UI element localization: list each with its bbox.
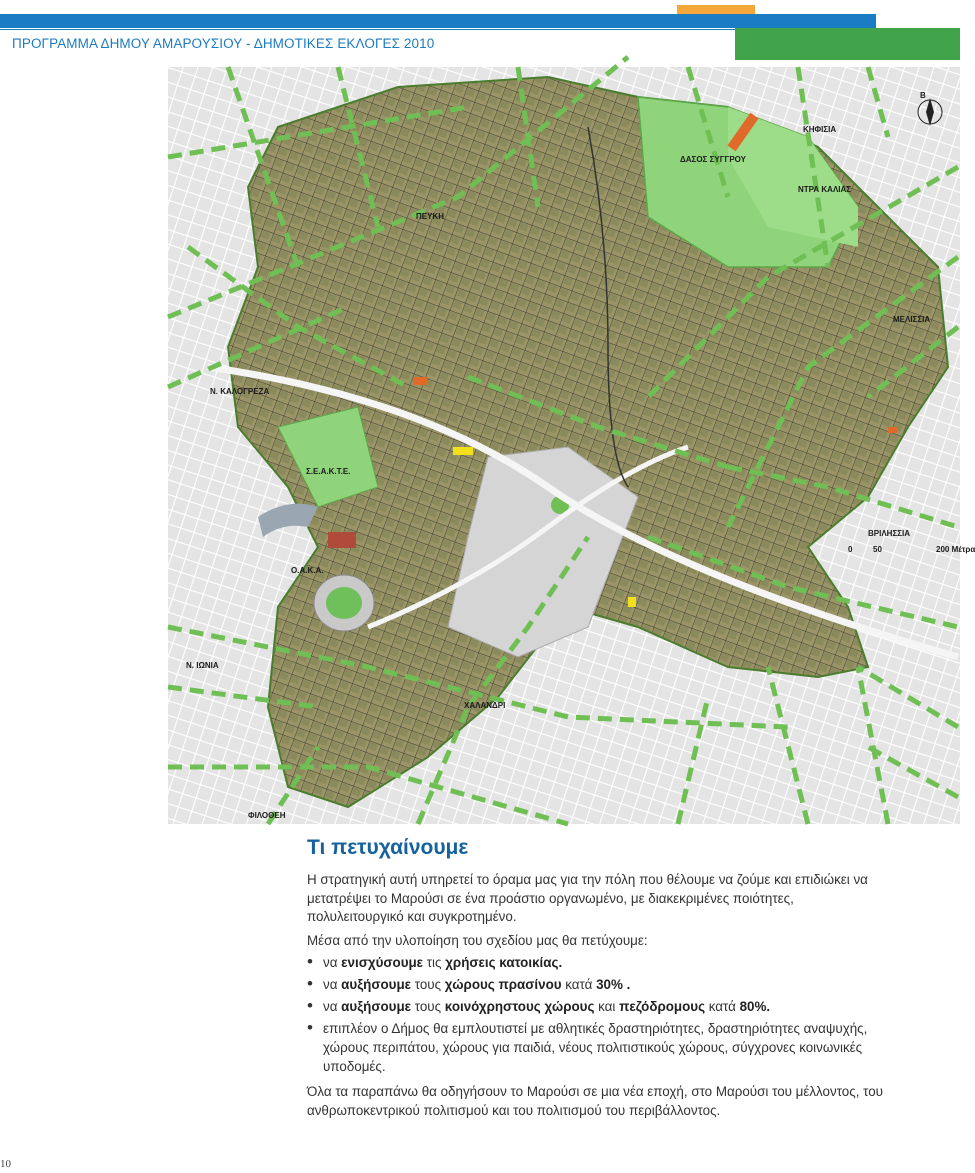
page-number: 10 <box>0 1158 11 1170</box>
map-label-chalandri: ΧΑΛΑΝΔΡΙ <box>464 701 506 710</box>
header-title: ΠΡΟΓΡΑΜΜΑ ΔΗΜΟΥ ΑΜΑΡΟΥΣΙΟΥ - ΔΗΜΟΤΙΚΕΣ ΕΚΛΟΓΕΣ 2010 <box>12 36 435 51</box>
map-scale-b: 50 <box>873 545 882 554</box>
header-accent-green <box>735 28 960 60</box>
map-label-kifisia: ΚΗΦΙΣΙΑ <box>803 125 837 134</box>
map-scale-c: 200 Μέτρα <box>936 545 975 554</box>
intro-paragraph: Η στρατηγική αυτή υπηρετεί το όραμα μας για την πόλη που θέλουμε να ζούμε και επιδιώκει να μετατρέψει το Μαρούσι σε ένα προάστιο οργανωμένο, με διακεκριμένες ποιότητες, πολυλειτουργικό και συγκροτημένο. <box>307 872 868 924</box>
map-label-center: Σ.Ε.Α.Κ.Τ.Ε. <box>306 467 351 476</box>
list-item: • να αυξήσουμε τους χώρους πρασίνου κατά 30% . <box>307 975 887 994</box>
map-label-oaka: Ο.Α.Κ.Α. <box>291 566 324 575</box>
yellow-marker <box>453 447 473 455</box>
achievements-list <box>307 953 887 1079</box>
map-label-pefki: ΠΕΥΚΗ <box>416 212 445 221</box>
header-accent-blue <box>0 14 876 28</box>
athletics-track <box>328 532 356 548</box>
urban-plan-map <box>168 67 975 824</box>
lead-paragraph: Μέσα από την υλοποίηση του σχεδίου μας θα πετύχουμε: <box>307 933 648 948</box>
map-label-kalogreza-north: ΝΤΡΑ ΚΑΛΙΑΣ <box>798 185 852 194</box>
map-label-forest: ΔΑΣΟΣ ΣΥΓΓΡΟΥ <box>680 155 746 164</box>
map-label-nionia: Ν. ΙΩΝΙΑ <box>186 661 219 670</box>
closing-paragraph: Όλα τα παραπάνω θα οδηγήσουν το Μαρούσι σε μια νέα εποχή, στο Μαρούσι του μέλλοντος, του ανθρωποκεντρικού πολιτισμού και του πολιτισμού του περιβάλλοντος. <box>307 1084 884 1118</box>
list-item: • να αυξήσουμε τους κοινόχρηστους χώρους και πεζόδρομους κατά 80%. <box>307 997 887 1016</box>
map-label-kalogreza: Ν. ΚΑΛΟΓΡΕΖΑ <box>210 387 270 396</box>
map-graphic <box>168 67 960 824</box>
header-rule <box>0 29 735 30</box>
list-item: • να ενισχύσουμε τις χρήσεις κατοικίας. <box>307 953 887 972</box>
section-title: Τι πετυχαίνουμε <box>307 836 469 859</box>
orange-marker-2 <box>413 377 427 385</box>
map-label-north: Β <box>920 91 926 100</box>
map-label-vrilissia: ΒΡΙΛΗΣΣΙΑ <box>868 529 911 538</box>
map-label-filothei: ΦΙΛΟΘΕΗ <box>248 811 286 820</box>
yellow-marker-2 <box>628 597 636 607</box>
list-item: • επιπλέον ο Δήμος θα εμπλουτιστεί με αθλητικές δραστηριότητες, δραστηριότητες αναψυχής, χώρους περιπάτου, χώρους για παιδιά, νέους πολιτιστικούς χώρους, σύγχρονες κοινωνικές υποδομές. <box>307 1019 887 1076</box>
map-scale-a: 0 <box>848 545 853 554</box>
stadium-pitch <box>326 587 362 619</box>
map-label-melissia: ΜΕΛΙΣΣΙΑ <box>893 315 931 324</box>
orange-marker <box>888 427 898 433</box>
